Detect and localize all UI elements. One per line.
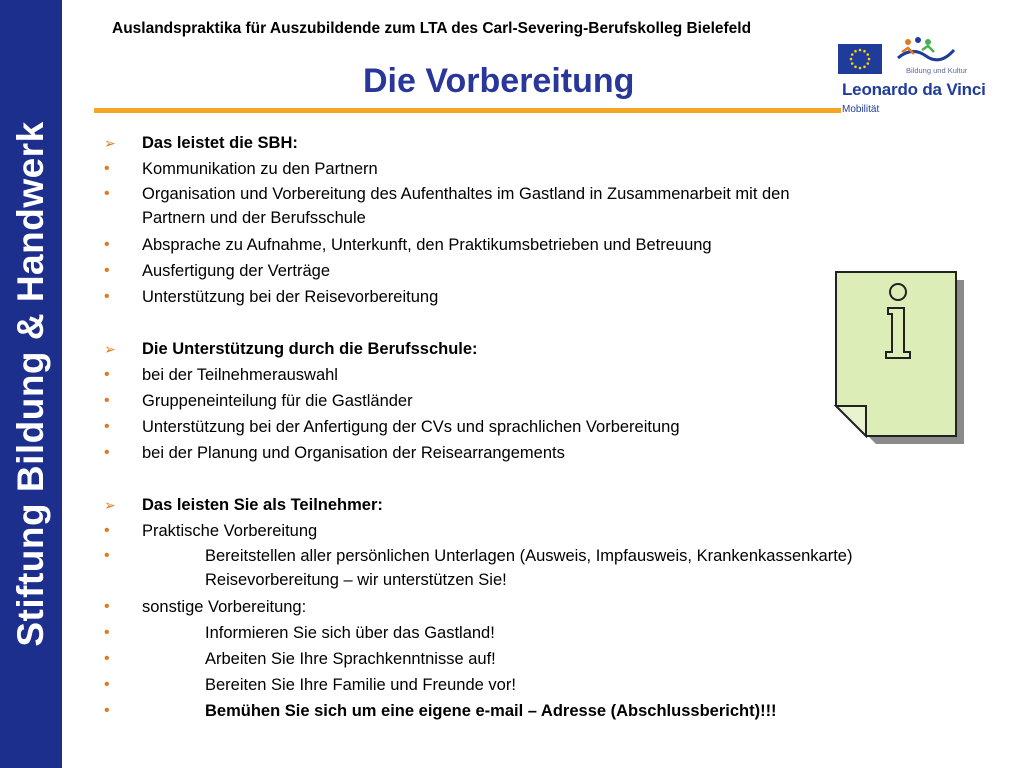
info-note-icon — [832, 268, 974, 448]
bullet-icon: • — [104, 650, 110, 667]
sidebar-brand: Stiftung Bildung & Handwerk — [10, 121, 51, 647]
bullet-icon: • — [104, 236, 110, 253]
eu-flag-icon — [838, 44, 882, 74]
section-heading: ➢ Die Unterstützung durch die Berufsschule: — [104, 336, 1004, 362]
program-caption: Bildung und Kultur — [906, 66, 968, 75]
list-item: • Unterstützung bei der Reisevorbereitung — [104, 284, 1004, 310]
section-gap — [104, 466, 1004, 492]
bullet-icon: • — [104, 444, 110, 461]
bullet-icon: • — [104, 185, 110, 202]
list-item: • Bereiten Sie Ihre Familie und Freunde vor! — [104, 672, 1004, 698]
section-heading: ➢ Das leisten Sie als Teilnehmer: — [104, 492, 1004, 518]
bullet-icon: • — [104, 598, 110, 615]
list-item: • Absprache zu Aufnahme, Unterkunft, den Praktikumsbetrieben und Betreuung — [104, 232, 1004, 258]
list-item: • Kommunikation zu den Partnern — [104, 156, 1004, 182]
bullet-icon: • — [104, 624, 110, 641]
list-item: • bei der Teilnehmerauswahl — [104, 362, 1004, 388]
bullet-icon: • — [104, 522, 110, 539]
list-item: • Bereitstellen aller persönlichen Unterlagen (Ausweis, Impfausweis, Krankenkassenkarte) Reisevorbereitung – wir unterstützen Sie! — [104, 544, 1004, 594]
list-item: • Gruppeneinteilung für die Gastländer — [104, 388, 1004, 414]
sidebar — [0, 0, 62, 768]
bullet-icon: • — [104, 676, 110, 693]
list-item: • Arbeiten Sie Ihre Sprachkenntnisse auf! — [104, 646, 1004, 672]
bullet-icon: • — [104, 702, 110, 719]
list-item: • Ausfertigung der Verträge — [104, 258, 1004, 284]
list-item: • Praktische Vorbereitung — [104, 518, 1004, 544]
page-title: Die Vorbereitung — [363, 62, 635, 100]
bullet-icon: • — [104, 392, 110, 409]
arrow-bullet-icon: ➢ — [104, 341, 116, 357]
list-item: • bei der Planung und Organisation der Reisearrangements — [104, 440, 1004, 466]
bullet-icon: • — [104, 288, 110, 305]
list-item: • Organisation und Vorbereitung des Aufenthaltes im Gastland in Zusammenarbeit mit den Partnern und der Berufsschule — [104, 182, 1004, 232]
list-item: • Informieren Sie sich über das Gastland! — [104, 620, 1004, 646]
leonardo-logo — [838, 36, 998, 120]
course-title: Auslandspraktika für Auszubildende zum LTA des Carl-Severing-Berufskolleg Bielefeld — [112, 20, 752, 37]
program-figures-icon — [892, 36, 956, 66]
bullet-icon: • — [104, 262, 110, 279]
bullet-icon: • — [104, 547, 110, 564]
bullet-icon: • — [104, 366, 110, 383]
arrow-bullet-icon: ➢ — [104, 135, 116, 151]
program-subtitle: Mobilität — [842, 104, 880, 115]
list-item: • sonstige Vorbereitung: — [104, 594, 1004, 620]
list-item: • Unterstützung bei der Anfertigung der CVs und sprachlichen Vorbereitung — [104, 414, 1004, 440]
program-name: Leonardo da Vinci — [842, 80, 986, 99]
list-item: • Bemühen Sie sich um eine eigene e-mail – Adresse (Abschlussbericht)!!! — [104, 698, 1004, 724]
bullet-icon: • — [104, 160, 110, 177]
arrow-bullet-icon: ➢ — [104, 497, 116, 513]
title-underline — [94, 108, 841, 113]
section-heading: ➢ Das leistet die SBH: — [104, 130, 1004, 156]
bullet-icon: • — [104, 418, 110, 435]
